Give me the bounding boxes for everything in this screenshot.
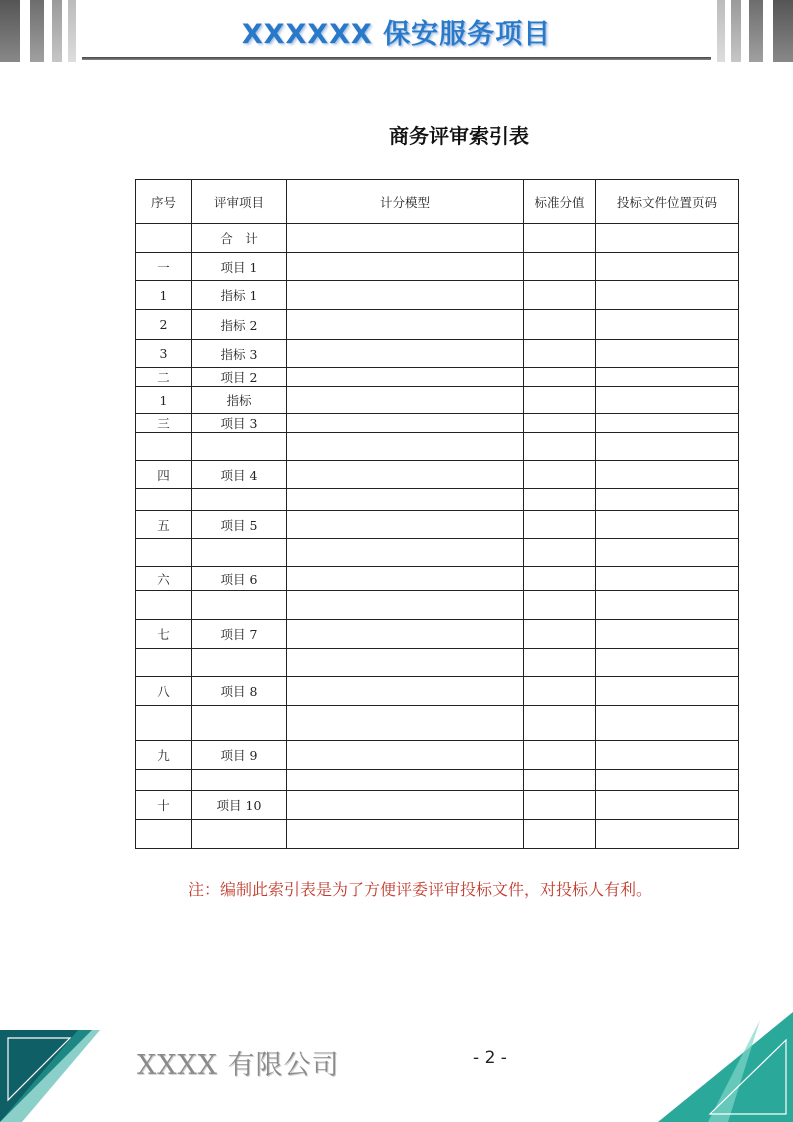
cell-item: 合 计 <box>192 224 287 253</box>
cell-item <box>192 591 287 620</box>
cell-model <box>287 770 524 791</box>
cell-model <box>287 677 524 706</box>
table-row <box>136 253 739 281</box>
table-row <box>136 433 739 461</box>
table-row <box>136 368 739 387</box>
cell-model <box>287 253 524 281</box>
header-title: XXXXXX 保安服务项目 <box>241 19 552 50</box>
cell-seq: 七 <box>136 620 192 649</box>
col-header-model: 计分模型 <box>287 180 524 224</box>
cell-score <box>524 511 596 539</box>
cell-page <box>596 414 739 433</box>
cell-page <box>596 741 739 770</box>
cell-page <box>596 368 739 387</box>
table-row <box>136 591 739 620</box>
cell-seq <box>136 489 192 511</box>
cell-page <box>596 770 739 791</box>
table-row <box>136 567 739 591</box>
cell-page <box>596 489 739 511</box>
cell-model <box>287 281 524 310</box>
cell-seq: 三 <box>136 414 192 433</box>
cell-page <box>596 677 739 706</box>
cell-model <box>287 368 524 387</box>
cell-item: 项目 8 <box>192 677 287 706</box>
cell-item: 项目 1 <box>192 253 287 281</box>
cell-model <box>287 489 524 511</box>
cell-item <box>192 770 287 791</box>
cell-seq: 2 <box>136 310 192 340</box>
cell-page <box>596 567 739 591</box>
cell-page <box>596 281 739 310</box>
cell-score <box>524 706 596 741</box>
table-body <box>136 224 739 849</box>
cell-page <box>596 310 739 340</box>
table-row <box>136 539 739 567</box>
table-row <box>136 677 739 706</box>
table-row <box>136 310 739 340</box>
cell-model <box>287 340 524 368</box>
cell-seq: 3 <box>136 340 192 368</box>
cell-model <box>287 224 524 253</box>
cell-score <box>524 539 596 567</box>
cell-score <box>524 340 596 368</box>
cell-seq: 十 <box>136 791 192 820</box>
cell-score <box>524 567 596 591</box>
cell-item: 项目 2 <box>192 368 287 387</box>
cell-item: 指标 3 <box>192 340 287 368</box>
cell-item: 项目 5 <box>192 511 287 539</box>
cell-seq: 二 <box>136 368 192 387</box>
cell-item: 项目 10 <box>192 791 287 820</box>
cell-score <box>524 414 596 433</box>
cell-score <box>524 281 596 310</box>
col-header-seq: 序号 <box>136 180 192 224</box>
cell-score <box>524 677 596 706</box>
col-header-score: 标准分值 <box>524 180 596 224</box>
cell-item <box>192 706 287 741</box>
table-row <box>136 706 739 741</box>
cell-page <box>596 539 739 567</box>
table-row <box>136 620 739 649</box>
footer-decoration-right <box>658 1012 793 1122</box>
cell-page <box>596 591 739 620</box>
table-row <box>136 820 739 849</box>
cell-seq <box>136 224 192 253</box>
cell-page <box>596 461 739 489</box>
cell-seq <box>136 706 192 741</box>
table-row <box>136 741 739 770</box>
cell-score <box>524 387 596 414</box>
cell-score <box>524 368 596 387</box>
cell-seq: 1 <box>136 387 192 414</box>
review-index-table <box>135 179 739 849</box>
table-row <box>136 414 739 433</box>
cell-score <box>524 310 596 340</box>
cell-score <box>524 433 596 461</box>
cell-model <box>287 706 524 741</box>
cell-score <box>524 224 596 253</box>
note-text: 注：编制此索引表是为了方便评委评审投标文件，对投标人有利。 <box>188 880 653 899</box>
cell-seq: 九 <box>136 741 192 770</box>
table-row <box>136 489 739 511</box>
cell-page <box>596 224 739 253</box>
cell-page <box>596 253 739 281</box>
cell-page <box>596 387 739 414</box>
cell-seq <box>136 770 192 791</box>
cell-page <box>596 433 739 461</box>
footer-company-name: XXXX 有限公司 <box>137 1050 340 1081</box>
cell-score <box>524 770 596 791</box>
cell-item: 指标 <box>192 387 287 414</box>
cell-seq: 四 <box>136 461 192 489</box>
cell-item: 项目 3 <box>192 414 287 433</box>
document-title: 商务评审索引表 <box>389 124 529 148</box>
cell-item <box>192 539 287 567</box>
cell-model <box>287 433 524 461</box>
cell-item <box>192 433 287 461</box>
page-number: - 2 - <box>473 1048 507 1068</box>
table-header-row <box>136 180 739 224</box>
cell-page <box>596 706 739 741</box>
cell-seq <box>136 591 192 620</box>
cell-item <box>192 489 287 511</box>
cell-model <box>287 741 524 770</box>
footer-decoration-left <box>0 1030 100 1122</box>
cell-item: 指标 1 <box>192 281 287 310</box>
cell-model <box>287 820 524 849</box>
cell-score <box>524 649 596 677</box>
cell-item: 项目 7 <box>192 620 287 649</box>
cell-seq: 1 <box>136 281 192 310</box>
cell-score <box>524 741 596 770</box>
cell-item <box>192 649 287 677</box>
cell-page <box>596 340 739 368</box>
cell-seq <box>136 649 192 677</box>
cell-item <box>192 820 287 849</box>
cell-model <box>287 387 524 414</box>
header-divider <box>82 57 711 60</box>
cell-page <box>596 620 739 649</box>
cell-page <box>596 649 739 677</box>
cell-model <box>287 461 524 489</box>
table-row <box>136 511 739 539</box>
cell-model <box>287 620 524 649</box>
table-row <box>136 791 739 820</box>
table-row <box>136 387 739 414</box>
cell-score <box>524 620 596 649</box>
col-header-page: 投标文件位置页码 <box>596 180 739 224</box>
cell-seq: 六 <box>136 567 192 591</box>
cell-model <box>287 511 524 539</box>
table-row <box>136 281 739 310</box>
table-row <box>136 770 739 791</box>
cell-model <box>287 414 524 433</box>
cell-model <box>287 567 524 591</box>
cell-model <box>287 539 524 567</box>
cell-seq <box>136 539 192 567</box>
table-row <box>136 461 739 489</box>
col-header-item: 评审项目 <box>192 180 287 224</box>
cell-score <box>524 591 596 620</box>
cell-seq: 五 <box>136 511 192 539</box>
cell-score <box>524 253 596 281</box>
cell-score <box>524 489 596 511</box>
cell-page <box>596 791 739 820</box>
cell-seq <box>136 433 192 461</box>
cell-page <box>596 820 739 849</box>
cell-item: 项目 6 <box>192 567 287 591</box>
cell-score <box>524 820 596 849</box>
cell-model <box>287 310 524 340</box>
cell-model <box>287 649 524 677</box>
cell-seq: 一 <box>136 253 192 281</box>
cell-page <box>596 511 739 539</box>
table-row <box>136 340 739 368</box>
table-row <box>136 224 739 253</box>
cell-item: 指标 2 <box>192 310 287 340</box>
cell-model <box>287 591 524 620</box>
cell-model <box>287 791 524 820</box>
cell-seq <box>136 820 192 849</box>
cell-score <box>524 791 596 820</box>
cell-item: 项目 9 <box>192 741 287 770</box>
cell-seq: 八 <box>136 677 192 706</box>
table-row <box>136 649 739 677</box>
cell-score <box>524 461 596 489</box>
cell-item: 项目 4 <box>192 461 287 489</box>
